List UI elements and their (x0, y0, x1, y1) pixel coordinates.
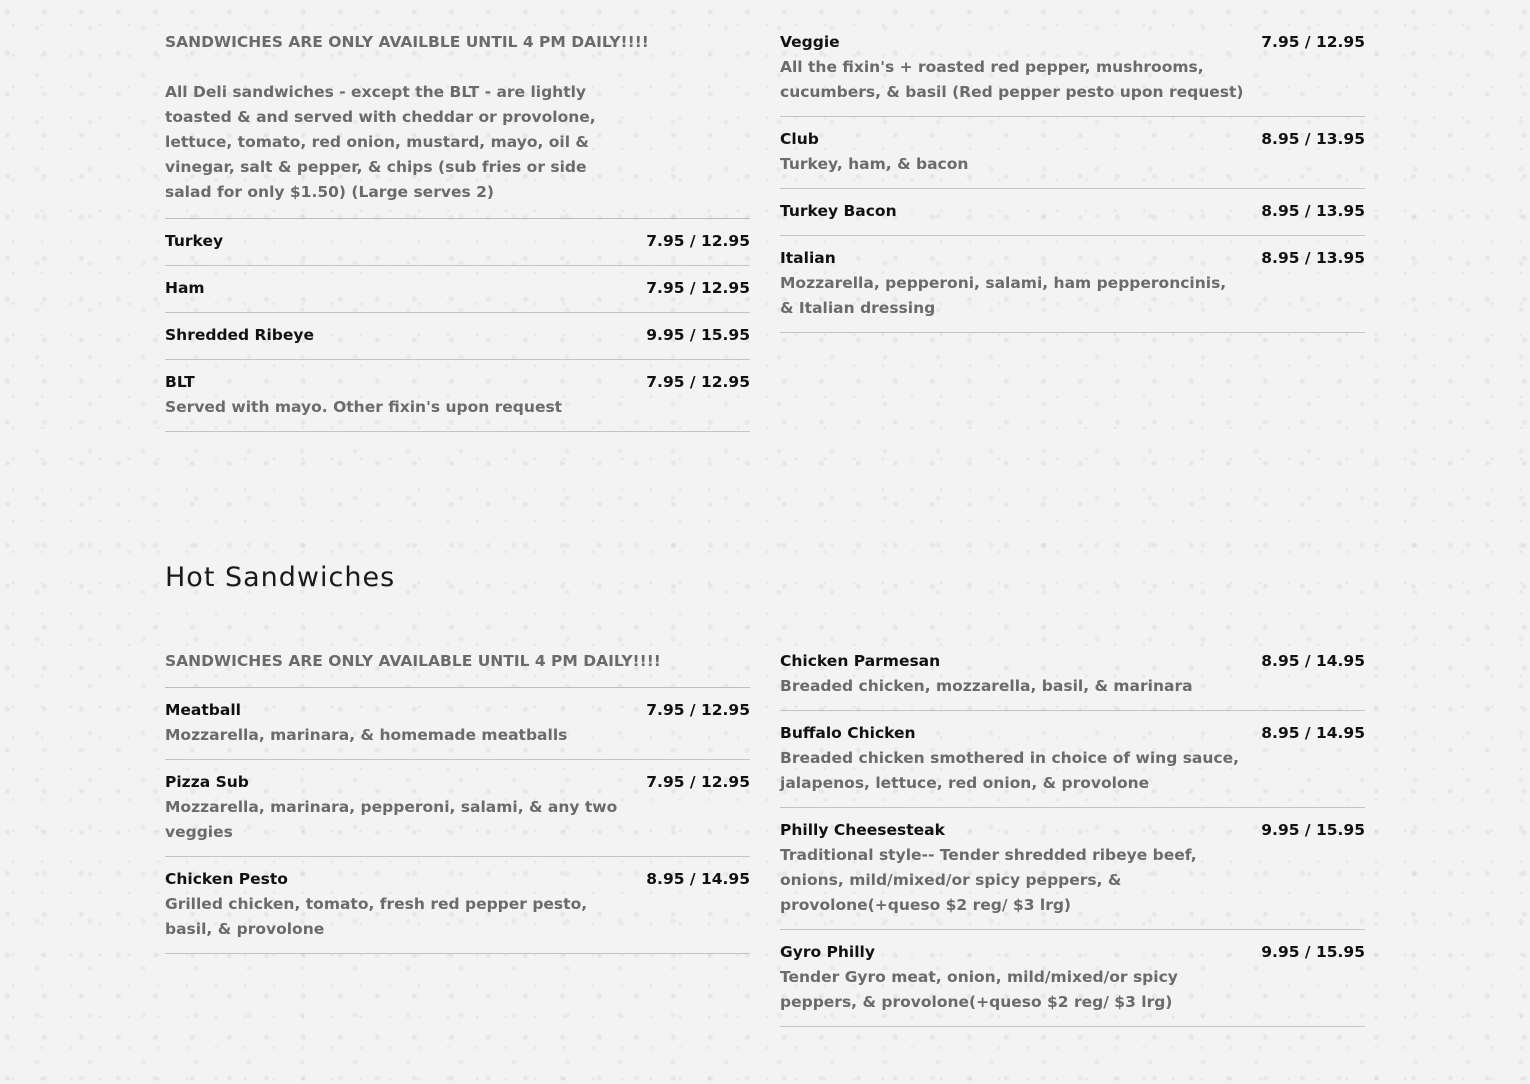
item-price: 8.95 / 13.95 (1261, 202, 1365, 220)
hot-notice: SANDWICHES ARE ONLY AVAILABLE UNTIL 4 PM DAILY!!!! (165, 652, 661, 670)
menu-item-gyro-philly (780, 930, 1365, 1027)
menu-item-shredded-ribeye (165, 313, 750, 360)
item-price: 9.95 / 15.95 (1261, 821, 1365, 839)
item-price: 7.95 / 12.95 (646, 373, 750, 391)
menu-item-chicken-parmesan (780, 649, 1365, 711)
item-description: Served with mayo. Other fixin's upon request (165, 398, 563, 416)
item-price: 8.95 / 14.95 (1261, 724, 1365, 742)
item-description: Turkey, ham, & bacon (780, 155, 969, 173)
menu-list (165, 219, 750, 432)
item-name: Turkey Bacon (780, 202, 897, 220)
item-description: Mozzarella, marinara, & homemade meatballs (165, 726, 568, 744)
item-name: Chicken Parmesan (780, 652, 941, 670)
deli-left-column (165, 30, 750, 432)
menu-item-ham (165, 266, 750, 313)
item-name: Ham (165, 279, 205, 297)
item-name: Shredded Ribeye (165, 326, 315, 344)
hot-right-column (780, 649, 1365, 1027)
menu-list (780, 30, 1365, 333)
item-description: Breaded chicken, mozzarella, basil, & marinara (780, 677, 1193, 695)
menu-item-philly-cheesesteak (780, 808, 1365, 930)
item-description: All the fixin's + roasted red pepper, mushrooms, cucumbers, & basil (Red pepper pesto upon request) (780, 58, 1244, 101)
menu-item-blt (165, 360, 750, 432)
item-price: 7.95 / 12.95 (646, 701, 750, 719)
menu-item-buffalo-chicken (780, 711, 1365, 808)
item-description: Mozzarella, marinara, pepperoni, salami, & any two veggies (165, 798, 618, 841)
menu-item-chicken-pesto (165, 857, 750, 954)
item-name: Club (780, 130, 819, 148)
menu-item-veggie (780, 30, 1365, 117)
item-name: Pizza Sub (165, 773, 249, 791)
menu-item-meatball (165, 688, 750, 760)
item-description: Mozzarella, pepperoni, salami, ham pepperoncinis, & Italian dressing (780, 274, 1227, 317)
item-name: Italian (780, 249, 836, 267)
menu-item-club (780, 117, 1365, 189)
menu-item-pizza-sub (165, 760, 750, 857)
item-name: Veggie (780, 33, 840, 51)
item-name: Meatball (165, 701, 241, 719)
item-price: 9.95 / 15.95 (1261, 943, 1365, 961)
item-name: BLT (165, 373, 195, 391)
deli-notice: SANDWICHES ARE ONLY AVAILBLE UNTIL 4 PM DAILY!!!! (165, 33, 649, 51)
section-title-hot-sandwiches: Hot Sandwiches (165, 562, 396, 593)
item-description: Tender Gyro meat, onion, mild/mixed/or spicy peppers, & provolone(+queso $2 reg/ $3 lrg) (780, 968, 1178, 1011)
item-description: Breaded chicken smothered in choice of wing sauce, jalapenos, lettuce, red onion, & provolone (780, 749, 1239, 792)
menu-list (780, 649, 1365, 1027)
item-price: 8.95 / 14.95 (646, 870, 750, 888)
item-name: Turkey (165, 232, 224, 250)
menu-item-turkey (165, 219, 750, 266)
item-price: 8.95 / 13.95 (1261, 130, 1365, 148)
item-name: Chicken Pesto (165, 870, 288, 888)
item-price: 7.95 / 12.95 (646, 279, 750, 297)
menu-list (165, 688, 750, 954)
menu-item-italian (780, 236, 1365, 333)
item-description: Traditional style-- Tender shredded ribeye beef, onions, mild/mixed/or spicy peppers, & provolone(+queso $2 reg/ $3 lrg) (780, 846, 1197, 914)
item-price: 7.95 / 12.95 (646, 773, 750, 791)
item-price: 8.95 / 14.95 (1261, 652, 1365, 670)
item-description: Grilled chicken, tomato, fresh red pepper pesto, basil, & provolone (165, 895, 588, 938)
item-name: Philly Cheesesteak (780, 821, 945, 839)
item-price: 9.95 / 15.95 (646, 326, 750, 344)
item-price: 7.95 / 12.95 (646, 232, 750, 250)
deli-right-column (780, 30, 1365, 333)
item-price: 8.95 / 13.95 (1261, 249, 1365, 267)
hot-left-column (165, 649, 750, 954)
menu-item-turkey-bacon (780, 189, 1365, 236)
item-price: 7.95 / 12.95 (1261, 33, 1365, 51)
item-name: Gyro Philly (780, 943, 875, 961)
item-name: Buffalo Chicken (780, 724, 916, 742)
deli-description: All Deli sandwiches - except the BLT - are lightly toasted & and served with cheddar or provolone, lettuce, tomato, red onion, mustard, mayo, oil & vinegar, salt & pepper, & chips (sub fries or side salad for only $1.50) (Large serves 2) (165, 83, 596, 201)
